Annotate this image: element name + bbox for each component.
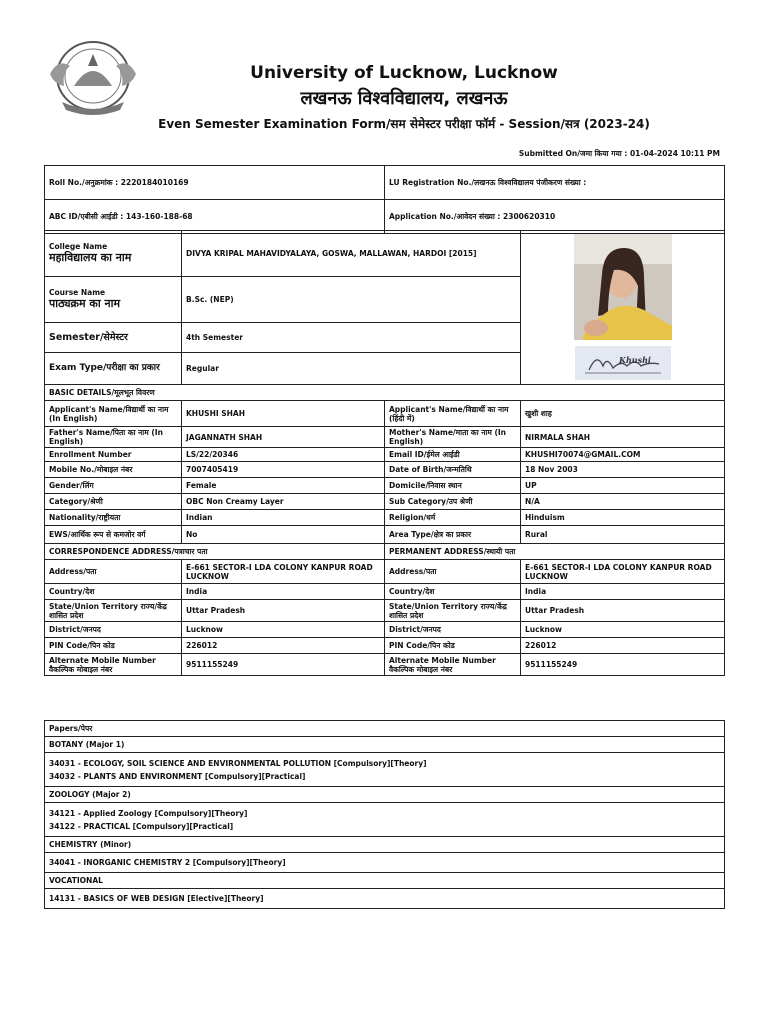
detail-row xyxy=(45,510,725,526)
papers-title-row xyxy=(45,721,725,737)
university-name-hi: लखनऊ विश्वविद्यालय, लखनऊ xyxy=(300,88,508,109)
field-label: Father's Name/पिता का नाम (In English) xyxy=(45,427,182,448)
paper-group-row xyxy=(45,737,725,753)
detail-row xyxy=(45,427,725,448)
detail-row xyxy=(45,560,725,584)
paper-group-name: VOCATIONAL xyxy=(45,873,725,889)
papers-table xyxy=(44,720,725,909)
field-value: N/A xyxy=(521,494,725,510)
field-label: District/जनपद xyxy=(45,622,182,638)
exam-type-label: Exam Type/परीक्षा का प्रकार xyxy=(45,353,182,385)
lu-registration-no: LU Registration No./लखनऊ विश्वविद्यालय पंजीकरण संख्या : xyxy=(385,166,725,200)
field-value: Rural xyxy=(521,526,725,544)
paper-items xyxy=(45,803,725,837)
paper-item: 34031 - ECOLOGY, SOIL SCIENCE AND ENVIRONMENTAL POLLUTION [Compulsory][Theory] xyxy=(49,758,427,768)
field-value: खुशी शाह xyxy=(521,401,725,427)
field-label: Applicant's Name/विद्यार्थी का नाम (In English) xyxy=(45,401,182,427)
paper-item: 34041 - INORGANIC CHEMISTRY 2 [Compulsory][Theory] xyxy=(49,858,286,867)
paper-group-name: ZOOLOGY (Major 2) xyxy=(45,787,725,803)
field-label: Date of Birth/जन्मतिथि xyxy=(385,462,521,478)
field-value: India xyxy=(521,584,725,600)
detail-row xyxy=(45,600,725,622)
field-value: E-661 SECTOR-I LDA COLONY KANPUR ROAD LUCKNOW xyxy=(182,560,385,584)
field-label: Mother's Name/माता का नाम (In English) xyxy=(385,427,521,448)
paper-items xyxy=(45,753,725,787)
submitted-on: Submitted On/जमा किया गया : 01-04-2024 10:11 PM xyxy=(518,149,720,158)
field-value: JAGANNATH SHAH xyxy=(182,427,385,448)
field-label: Country/देश xyxy=(385,584,521,600)
paper-items-row xyxy=(45,853,725,873)
field-value: Lucknow xyxy=(521,622,725,638)
field-value: NIRMALA SHAH xyxy=(521,427,725,448)
college-label-en: College Name xyxy=(49,242,108,252)
field-label: Alternate Mobile Number वैकल्पिक मोबाइल नंबर xyxy=(385,654,521,676)
field-value: 9511155249 xyxy=(182,654,385,676)
signature-text: Khushi xyxy=(618,355,651,365)
field-value: LS/22/20346 xyxy=(182,448,385,462)
roll-no: Roll No./अनुक्रमांक : 2220184010169 xyxy=(45,166,385,200)
detail-row xyxy=(45,448,725,462)
semester-label: Semester/सेमेस्टर xyxy=(45,323,182,353)
field-value: Uttar Pradesh xyxy=(182,600,385,622)
paper-group-name: BOTANY (Major 1) xyxy=(45,737,725,753)
section-title: BASIC DETAILS/मूलभूत विवरण xyxy=(45,385,725,401)
detail-row xyxy=(45,462,725,478)
paper-items xyxy=(45,889,725,909)
field-label: Area Type/क्षेत्र का प्रकार xyxy=(385,526,521,544)
field-label: Country/देश xyxy=(45,584,182,600)
paper-items-row xyxy=(45,753,725,787)
field-value: 226012 xyxy=(182,638,385,654)
applicant-photo xyxy=(574,234,672,340)
paper-item: 34032 - PLANTS AND ENVIRONMENT [Compulsory][Practical] xyxy=(49,771,306,781)
abc-id: ABC ID/एबीसी आईडी : 143-160-188-68 xyxy=(45,200,385,234)
detail-row xyxy=(45,478,725,494)
field-value: 7007405419 xyxy=(182,462,385,478)
field-label: Address/पता xyxy=(45,560,182,584)
field-label: Alternate Mobile Number वैकल्पिक मोबाइल नंबर xyxy=(45,654,182,676)
paper-group-name: CHEMISTRY (Minor) xyxy=(45,837,725,853)
paper-items xyxy=(45,853,725,873)
detail-row xyxy=(45,654,725,676)
field-label: Sub Category/उप श्रेणी xyxy=(385,494,521,510)
course-label-hi: पाठ्यक्रम का नाम xyxy=(49,297,121,311)
college-value: DIVYA KRIPAL MAHAVIDYALAYA, GOSWA, MALLAWAN, HARDOI [2015] xyxy=(182,231,521,277)
detail-row xyxy=(45,526,725,544)
exam-type-value: Regular xyxy=(182,353,521,385)
course-table xyxy=(44,230,725,385)
top-info-table xyxy=(44,165,725,234)
form-title: Even Semester Examination Form/सम सेमेस्टर परीक्षा फॉर्म - Session/सत्र (2023-24) xyxy=(158,117,650,131)
paper-item: 34122 - PRACTICAL [Compulsory][Practical] xyxy=(49,821,234,831)
paper-group-row xyxy=(45,787,725,803)
field-label: Category/श्रेणी xyxy=(45,494,182,510)
university-name-en: University of Lucknow, Lucknow xyxy=(250,63,558,83)
semester-value: 4th Semester xyxy=(182,323,521,353)
college-label-hi: महाविद्यालय का नाम xyxy=(49,251,132,265)
field-label: Mobile No./मोबाइल नंबर xyxy=(45,462,182,478)
field-value: India xyxy=(182,584,385,600)
field-value: No xyxy=(182,526,385,544)
field-value: Hinduism xyxy=(521,510,725,526)
course-label xyxy=(45,277,182,323)
field-label: Gender/लिंग xyxy=(45,478,182,494)
paper-item: 14131 - BASICS OF WEB DESIGN [Elective][Theory] xyxy=(49,894,264,903)
paper-items-row xyxy=(45,889,725,909)
detail-row xyxy=(45,638,725,654)
college-label xyxy=(45,231,182,277)
paper-group-row xyxy=(45,837,725,853)
field-label: Email ID/ईमेल आईडी xyxy=(385,448,521,462)
field-value: 18 Nov 2003 xyxy=(521,462,725,478)
field-value: OBC Non Creamy Layer xyxy=(182,494,385,510)
field-label: Enrollment Number xyxy=(45,448,182,462)
detail-row xyxy=(45,494,725,510)
field-label: PIN Code/पिन कोड xyxy=(385,638,521,654)
field-label: Domicile/निवास स्थान xyxy=(385,478,521,494)
details-table xyxy=(44,384,725,676)
basic-details-title-row xyxy=(45,385,725,401)
course-value: B.Sc. (NEP) xyxy=(182,277,521,323)
section-title: CORRESPONDENCE ADDRESS/पत्राचार पता xyxy=(45,544,385,560)
field-label: State/Union Territory राज्य/केंद्र शासित प्रदेश xyxy=(385,600,521,622)
section-title: PERMANENT ADDRESS/स्थायी पता xyxy=(385,544,725,560)
field-value: Female xyxy=(182,478,385,494)
papers-title: Papers/पेपर xyxy=(45,721,725,737)
field-label: Religion/धर्म xyxy=(385,510,521,526)
course-label-en: Course Name xyxy=(49,288,106,298)
field-value: KHUSHI70074@GMAIL.COM xyxy=(521,448,725,462)
field-value: KHUSHI SHAH xyxy=(182,401,385,427)
field-label: Address/पता xyxy=(385,560,521,584)
field-label: District/जनपद xyxy=(385,622,521,638)
field-label: Nationality/राष्ट्रीयता xyxy=(45,510,182,526)
field-value: Uttar Pradesh xyxy=(521,600,725,622)
field-label: State/Union Territory राज्य/केंद्र शासित प्रदेश xyxy=(45,600,182,622)
paper-item: 34121 - Applied Zoology [Compulsory][Theory] xyxy=(49,808,248,818)
field-value: 9511155249 xyxy=(521,654,725,676)
detail-row xyxy=(45,401,725,427)
field-label: Applicant's Name/विद्यार्थी का नाम (हिंदी में) xyxy=(385,401,521,427)
field-value: Indian xyxy=(182,510,385,526)
field-value: UP xyxy=(521,478,725,494)
field-value: Lucknow xyxy=(182,622,385,638)
photo-signature-cell xyxy=(521,231,725,385)
field-label: PIN Code/पिन कोड xyxy=(45,638,182,654)
paper-group-row xyxy=(45,873,725,889)
applicant-signature xyxy=(575,346,671,380)
field-value: E-661 SECTOR-I LDA COLONY KANPUR ROAD LUCKNOW xyxy=(521,560,725,584)
paper-items-row xyxy=(45,803,725,837)
address-title-row xyxy=(45,544,725,560)
field-label: EWS/आर्थिक रूप से कमजोर वर्ग xyxy=(45,526,182,544)
detail-row xyxy=(45,584,725,600)
field-value: 226012 xyxy=(521,638,725,654)
application-no: Application No./आवेदन संख्या : 2300620310 xyxy=(385,200,725,234)
detail-row xyxy=(45,622,725,638)
